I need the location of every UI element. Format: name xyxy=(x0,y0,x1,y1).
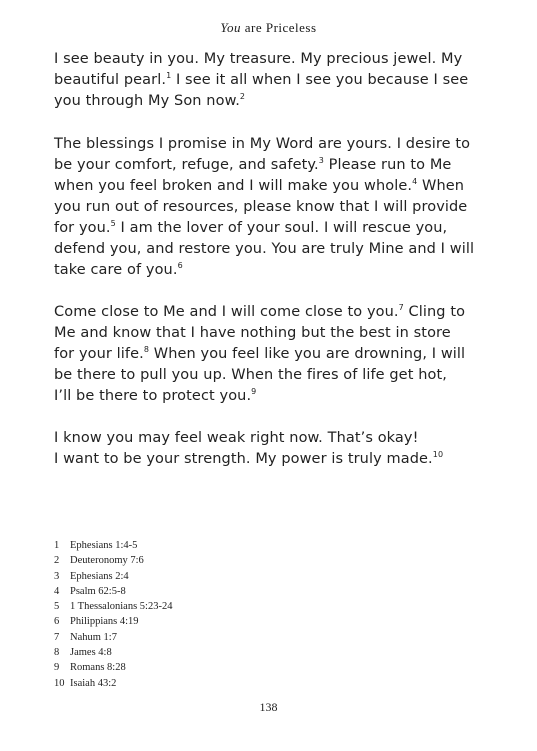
paragraph-line xyxy=(54,302,494,323)
line-text: when you feel broken and I will make you whole. xyxy=(54,178,413,194)
paragraph-line xyxy=(54,260,494,281)
page-number: 138 xyxy=(259,700,278,714)
line-text: The blessings I promise in My Word are yours. I desire to xyxy=(54,136,471,152)
footnote-reference: Ephesians 1:4-5 xyxy=(70,540,138,551)
footnote-marker[interactable]: 2 xyxy=(239,92,246,101)
header-title-italic: You xyxy=(220,20,241,35)
header-title-rest: are Priceless xyxy=(240,20,317,35)
footnote-item xyxy=(54,584,172,599)
footnote-reference: Romans 8:28 xyxy=(70,662,126,674)
line-text: When you feel like you are drowning, I will xyxy=(149,346,466,362)
line-text: take care of you. xyxy=(54,262,178,278)
line-text: be there to pull you up. When the fires of life get hot, xyxy=(54,367,447,383)
footnote-marker[interactable]: 3 xyxy=(318,156,324,165)
footnote-item xyxy=(54,569,172,584)
footnote-item xyxy=(54,614,172,629)
footnote-item xyxy=(54,538,172,553)
paragraph-4 xyxy=(54,428,494,470)
line-text: I see beauty in you. My treasure. My precious jewel. My xyxy=(54,51,463,67)
line-text: Please run to Me xyxy=(323,157,452,173)
paragraph-line xyxy=(54,365,494,386)
footnote-reference: Isaiah 43:2 xyxy=(70,677,117,689)
line-text: I know you may feel weak right now. That’s okay! xyxy=(54,430,419,446)
paragraph-line xyxy=(54,386,494,407)
paragraph-line xyxy=(54,218,494,239)
footnote-number: 10 xyxy=(54,677,65,689)
footnote-number: 6 xyxy=(54,616,60,628)
footnote-item xyxy=(54,553,172,568)
line-text: I want to be your strength. My power is truly made. xyxy=(54,451,433,467)
line-text: I’ll be there to protect you. xyxy=(54,388,252,404)
line-text: for you. xyxy=(54,220,111,236)
footnote-marker[interactable]: 4 xyxy=(412,177,418,186)
footnote-marker[interactable]: 8 xyxy=(143,345,150,354)
paragraph-line xyxy=(54,91,494,112)
footnote-reference: Ephesians 2:4 xyxy=(70,570,129,582)
footnote-item xyxy=(54,630,172,645)
paragraph-line xyxy=(54,155,494,176)
footnote-marker[interactable]: 9 xyxy=(251,387,257,396)
paragraph-line xyxy=(54,49,494,70)
paragraph-line xyxy=(54,197,494,218)
paragraph-line xyxy=(54,323,494,344)
footnotes-list xyxy=(54,538,172,691)
footnote-number: 8 xyxy=(54,647,60,659)
line-text: you through My Son now. xyxy=(54,93,240,109)
paragraph-3 xyxy=(54,302,494,407)
line-text: defend you, and restore you. You are truly Mine and I will xyxy=(54,241,475,257)
paragraph-line xyxy=(54,134,494,155)
footnote-number: 9 xyxy=(54,662,60,674)
line-text: I am the lover of your soul. I will rescue you, xyxy=(115,220,448,236)
footnote-marker[interactable]: 5 xyxy=(110,219,116,228)
line-text: Cling to xyxy=(403,304,466,320)
footnote-reference: Philippians 4:19 xyxy=(70,616,139,628)
footnote-item xyxy=(54,660,172,675)
line-text: for your life. xyxy=(54,346,144,362)
footnote-item xyxy=(54,645,172,660)
footnote-number: 5 xyxy=(54,601,60,613)
footnote-number: 4 xyxy=(54,585,60,597)
footnote-reference: James 4:8 xyxy=(70,647,112,659)
footnote-reference: Deuteronomy 7:6 xyxy=(70,555,144,567)
paragraph-2 xyxy=(54,134,494,281)
paragraph-line xyxy=(54,344,494,365)
line-text: When xyxy=(417,178,465,194)
footnote-number: 3 xyxy=(54,570,60,582)
line-text: be your comfort, refuge, and safety. xyxy=(54,157,319,173)
footnote-reference: Psalm 62:5-8 xyxy=(70,585,126,597)
paragraph-line xyxy=(54,70,494,91)
footnote-marker[interactable]: 7 xyxy=(398,303,404,312)
line-text: you run out of resources, please know that I will provide xyxy=(54,199,468,215)
line-text: Come close to Me and I will come close to you. xyxy=(54,304,399,320)
footnote-reference: Nahum 1:7 xyxy=(70,631,117,643)
footnote-reference: 1 Thessalonians 5:23-24 xyxy=(70,601,173,613)
footnote-marker[interactable]: 1 xyxy=(166,71,172,80)
footnote-number: 2 xyxy=(54,555,60,567)
paragraph-line xyxy=(54,239,494,260)
footnote-item xyxy=(54,676,172,691)
line-text: beautiful pearl. xyxy=(54,72,167,88)
footnote-marker[interactable]: 6 xyxy=(177,261,183,270)
paragraph-line xyxy=(54,428,494,449)
footnote-item xyxy=(54,599,172,614)
line-text: I see it all when I see you because I see xyxy=(171,72,469,88)
paragraph-line xyxy=(54,176,494,197)
footnote-number: 7 xyxy=(54,631,60,643)
paragraph-1 xyxy=(54,49,494,112)
line-text: Me and know that I have nothing but the best in store xyxy=(54,325,451,341)
footnote-marker[interactable]: 10 xyxy=(432,450,444,459)
footnote-number: 1 xyxy=(54,540,60,551)
paragraph-line xyxy=(54,449,494,470)
running-header xyxy=(0,20,537,36)
